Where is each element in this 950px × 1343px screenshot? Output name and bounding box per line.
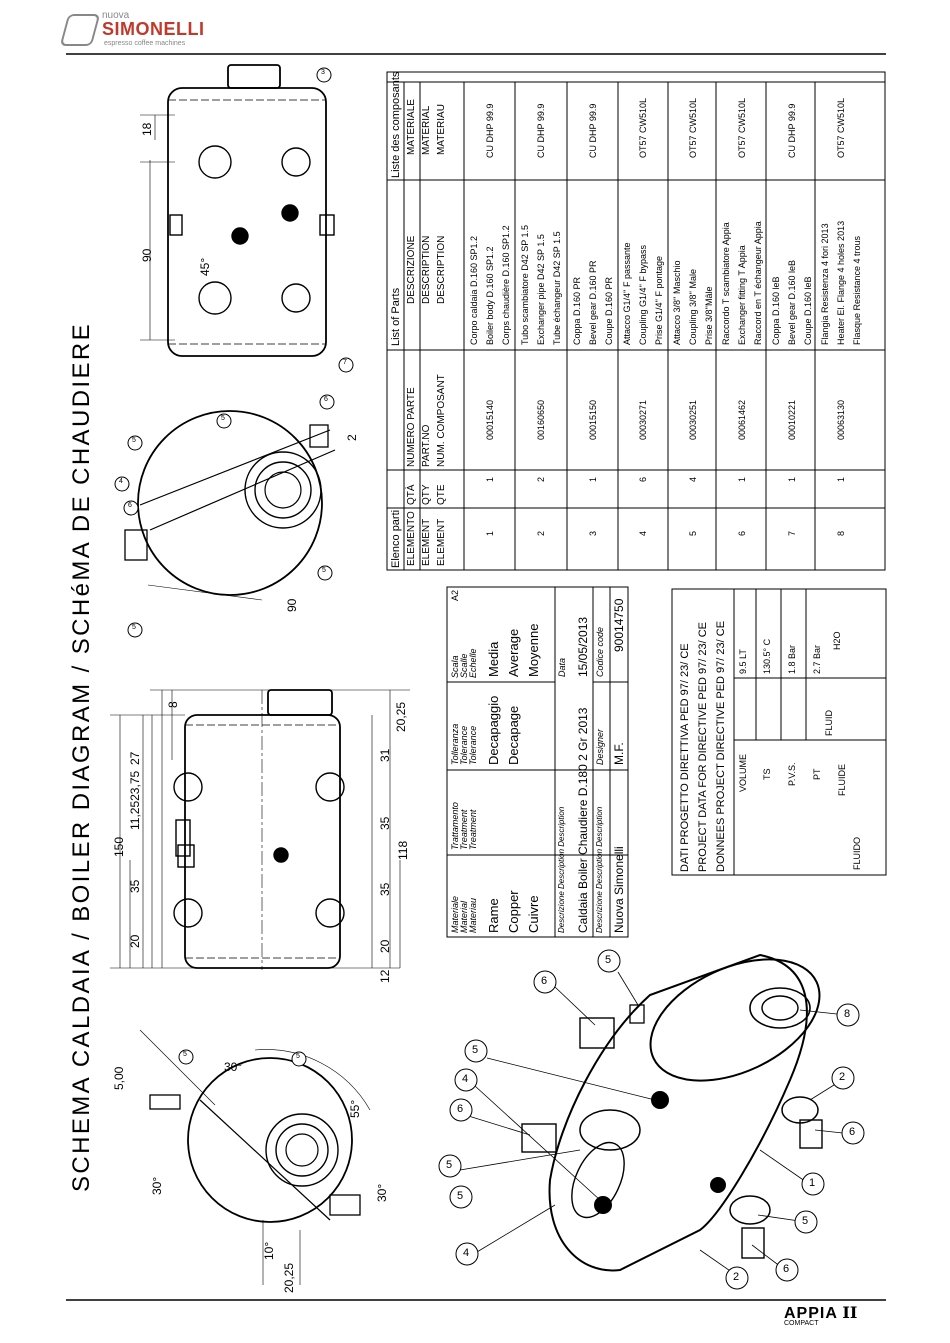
part-material: CU DHP 99.9 <box>588 103 598 158</box>
part-desc-it: Raccordo T scambiatore Appia <box>721 222 731 345</box>
designer-value: M.F. <box>612 742 626 765</box>
part-number: 00160650 <box>536 399 546 440</box>
part-desc-en: Exchanger pipe D42 SP 1.5 <box>536 234 546 345</box>
part-desc-fr: Coupe D.160 PR <box>604 276 614 345</box>
col-partno-it: NUMERO PARTE <box>406 387 417 467</box>
ped-fluid-fr: FLUIDE <box>837 763 847 796</box>
balloon-6: 6 <box>783 1263 790 1275</box>
col-element-en: ELEMENT <box>421 518 432 566</box>
col-element-it: ELEMENTO <box>406 511 417 566</box>
parts-heading-en: List of Parts <box>390 287 402 346</box>
part-element: 2 <box>536 530 546 536</box>
scale-value-en: Average <box>506 628 521 677</box>
part-number: 00015150 <box>588 399 598 440</box>
dim-2: 2 <box>345 434 359 441</box>
ped-fluid-en: FLUID <box>824 709 834 736</box>
part-number: 00063130 <box>836 399 846 440</box>
treatment-label-it: Trattamento <box>450 802 460 850</box>
dim-27: 27 <box>128 751 142 765</box>
col-desc-it: DESCRIZIONE <box>406 235 417 304</box>
col-qty-en: QTY <box>421 484 432 505</box>
balloon-6-small: 6 <box>324 396 328 403</box>
col-desc-fr: DESCRIPTION <box>436 235 447 304</box>
part-material: CU DHP 99.9 <box>536 103 546 158</box>
dim-35c: 35 <box>378 816 392 830</box>
part-element: 6 <box>737 530 747 536</box>
company-value: Nuova Simonelli <box>612 846 626 933</box>
ped-pvs-value: 1.8 Bar <box>787 644 797 674</box>
ped-fluid-value: H2O <box>832 631 842 650</box>
tolerance-value-en: Decapage <box>506 705 521 765</box>
part-qty: 4 <box>688 476 698 482</box>
dim-30a: 30° <box>224 1060 243 1074</box>
model-suffix: II <box>842 1303 858 1322</box>
balloon-6: 6 <box>849 1126 856 1138</box>
tolerance-value-it: Decapaggio <box>486 695 501 765</box>
balloon-5-small: 5 <box>296 1053 300 1060</box>
part-material: OT57 CW510L <box>688 97 698 158</box>
part-material: OT57 CW510L <box>737 97 747 158</box>
part-desc-it: Flangia Resistenza 4 fori 2013 <box>820 223 830 345</box>
dim-12: 12 <box>378 969 392 983</box>
part-desc-it: Attacco G1/4'' F passante <box>622 242 632 345</box>
logo-mark-icon <box>60 14 101 46</box>
scale-label-fr: Echelle <box>468 648 478 678</box>
part-qty: 1 <box>787 476 797 482</box>
code-label: Codice code <box>595 626 605 677</box>
balloon-5: 5 <box>457 1190 464 1202</box>
treatment-label-en: Treatment <box>459 809 469 850</box>
tolerance-label-en: Tolerance <box>459 725 469 765</box>
dim-150: 150 <box>112 836 126 857</box>
part-desc-fr: Raccord en T échangeur Appia <box>753 221 763 345</box>
balloon-7-small: 7 <box>343 359 347 366</box>
part-number: 00015140 <box>485 399 495 440</box>
material-value-fr: Cuivre <box>526 895 541 933</box>
col-material-en: MATERIAL <box>421 105 432 155</box>
balloon-5-small: 5 <box>132 624 136 631</box>
brand-logo <box>64 10 264 50</box>
part-element: 1 <box>485 530 495 536</box>
part-number: 00030251 <box>688 399 698 440</box>
dim-18: 18 <box>140 122 154 136</box>
dim-90a: 90 <box>140 248 154 262</box>
balloon-5: 5 <box>446 1159 453 1171</box>
dim-8: 8 <box>166 701 180 708</box>
dim-20-25: 20,25 <box>394 701 408 732</box>
balloon-5-small: 5 <box>132 437 136 444</box>
part-element: 7 <box>787 530 797 536</box>
tolerance-label-fr: Tolerance <box>468 725 478 765</box>
balloon-5-small: 5 <box>183 1051 187 1058</box>
balloon-2: 2 <box>733 1271 740 1283</box>
dim-45: 45° <box>198 257 212 276</box>
material-value-en: Copper <box>506 890 521 933</box>
material-label-en: Material <box>459 900 469 933</box>
col-material-fr: MATERIAU <box>436 104 447 155</box>
part-element: 4 <box>638 530 648 536</box>
part-desc-en: Coupling 3/8'' Male <box>688 269 698 345</box>
date-value: 15/05/2013 <box>576 616 590 677</box>
treatment-label-fr: Treatment <box>468 809 478 850</box>
part-desc-it: Coppa D.160 PR <box>572 276 582 345</box>
part-desc-it: Coppa D.160 leB <box>771 276 781 345</box>
scale-value-it: Media <box>486 641 501 677</box>
balloon-1: 1 <box>809 1177 816 1189</box>
balloon-2: 2 <box>839 1071 846 1083</box>
ped-line-fr: DONNEES PROJECT DIRECTIVE PED 97/ 23/ CE <box>715 620 727 872</box>
dim-35: 35 <box>128 879 142 893</box>
dim-10: 10° <box>262 1241 276 1260</box>
ped-pt-label: PT <box>812 768 822 780</box>
ped-pvs-label: P.V.S. <box>787 762 797 786</box>
ped-line-en: PROJECT DATA FOR DIRECTIVE PED 97/ 23/ CE <box>697 621 709 872</box>
part-desc-en: Boiler body D.160 SP1.2 <box>485 246 495 345</box>
ped-line-it: DATI PROGETTO DIRETTIVA PED 97/ 23/ CE <box>679 643 691 872</box>
part-element: 5 <box>688 530 698 536</box>
part-desc-it: Attacco 3/8'' Maschio <box>672 260 682 345</box>
col-desc-en: DESCRIPTION <box>421 235 432 304</box>
part-desc-fr: Tube échangeur D42 SP 1.5 <box>552 231 562 345</box>
parts-heading-fr: Liste des composants <box>390 71 402 178</box>
tolerance-label-it: Tolleranza <box>450 723 460 765</box>
col-qty-fr: QTE <box>436 484 447 505</box>
part-desc-en: Coupling G1/4'' F bypass <box>638 245 648 345</box>
part-qty: 1 <box>485 476 495 482</box>
dim-20b: 20 <box>378 939 392 953</box>
part-qty: 6 <box>638 476 648 482</box>
part-material: OT57 CW510L <box>638 97 648 158</box>
part-desc-fr: Coupe D.160 leB <box>803 276 813 345</box>
dim-20: 20 <box>128 934 142 948</box>
balloon-6-small: 6 <box>128 502 132 509</box>
dim-20-25b: 20,25 <box>282 1262 296 1293</box>
part-desc-fr: Corps chaudière D.160 SP1.2 <box>501 225 511 345</box>
ped-ts-value: 130.5° C <box>762 638 772 674</box>
brand-sub: espresso coffee machines <box>104 40 186 47</box>
designer-label: Designer <box>595 728 605 765</box>
ped-volume-label: VOLUME <box>738 753 748 792</box>
desc-value: Caldaia Boiler Chaudiere D.180 2 Gr 2013 <box>576 707 590 933</box>
part-material: OT57 CW510L <box>836 97 846 158</box>
part-number: 00030271 <box>638 399 648 440</box>
part-element: 8 <box>836 530 846 536</box>
scale-label-en: Scalle <box>459 653 469 678</box>
part-desc-fr: Flasque Resistance 4 trous <box>852 235 862 345</box>
ped-ts-label: TS <box>762 768 772 780</box>
part-qty: 1 <box>836 476 846 482</box>
part-desc-fr: Prise 3/8''Mâle <box>704 286 714 345</box>
model-variant: COMPACT <box>784 1320 819 1327</box>
dim-11-2523-75: 11,2523,75 <box>128 770 142 830</box>
balloon-4-small: 4 <box>119 478 123 485</box>
part-desc-en: Bevel gear D.160 PR <box>588 260 598 345</box>
balloon-3-small: 3 <box>321 69 325 76</box>
balloon-5: 5 <box>605 954 612 966</box>
material-label-it: Materiale <box>450 895 460 933</box>
parts-heading-it: Elenco parti <box>390 509 402 568</box>
scale-label-it: Scala <box>450 655 460 678</box>
part-number: 00061462 <box>737 399 747 440</box>
balloon-4: 4 <box>462 1073 469 1085</box>
dim-55: 55° <box>348 1099 362 1118</box>
page-title: SCHEMA CALDAIA / BOILER DIAGRAM / SCHéMA DE CHAUDIERE <box>68 321 95 1192</box>
part-desc-fr: Prise G1/4'' F pontage <box>654 256 664 345</box>
dim-35b: 35 <box>378 882 392 896</box>
ped-pt-value: 2.7 Bar <box>812 644 822 674</box>
part-qty: 1 <box>588 476 598 482</box>
balloon-5-small: 5 <box>221 415 225 422</box>
footer-logo <box>784 1303 857 1327</box>
scale-value-fr: Moyenne <box>526 623 541 677</box>
dim-30b: 30° <box>150 1176 164 1195</box>
balloon-5: 5 <box>472 1044 479 1056</box>
dim-118: 118 <box>396 840 410 860</box>
part-qty: 1 <box>737 476 747 482</box>
part-number: 00010221 <box>787 399 797 440</box>
part-desc-it: Tubo scambiatore D42 SP 1.5 <box>520 224 530 345</box>
col-element-fr: ELEMENT <box>436 518 447 566</box>
model-name: APPIA <box>784 1305 838 1322</box>
code-value: 90014750 <box>612 598 626 652</box>
balloon-5: 5 <box>802 1215 809 1227</box>
part-desc-en: Heater El. Flange 4 holes 2013 <box>836 220 846 345</box>
desc-label: Descrizione Description Description <box>557 806 566 933</box>
part-element: 3 <box>588 530 598 536</box>
ped-fluid-it: FLUIDO <box>852 836 862 870</box>
ped-volume-value: 9.5 LT <box>738 649 748 674</box>
balloon-8: 8 <box>844 1008 851 1020</box>
dim-5-00: 5,00 <box>112 1066 126 1090</box>
col-material-it: MATERIALE <box>406 99 417 155</box>
balloon-6: 6 <box>541 975 548 987</box>
dim-31: 31 <box>378 748 392 762</box>
sheet-size: A2 <box>450 589 460 601</box>
date-label: Data <box>557 657 567 677</box>
part-qty: 2 <box>536 476 546 482</box>
balloon-5-small: 5 <box>322 567 326 574</box>
col-partno-fr: NUM. COMPOSANT <box>436 374 447 467</box>
dim-30c: 30° <box>375 1183 389 1202</box>
brand-name: SIMONELLI <box>102 19 205 39</box>
balloon-4: 4 <box>463 1247 470 1259</box>
material-label-fr: Materiau <box>468 897 478 933</box>
dim-90b: 90 <box>285 598 299 612</box>
part-material: CU DHP 99.9 <box>485 103 495 158</box>
material-value-it: Rame <box>486 898 501 933</box>
balloon-6: 6 <box>457 1103 464 1115</box>
part-desc-en: Exchanger fitting T Appia <box>737 245 747 345</box>
part-material: CU DHP 99.9 <box>787 103 797 158</box>
part-desc-en: Bevel gear D.160 leB <box>787 259 797 345</box>
col-partno-en: PART.NO <box>421 424 432 467</box>
col-qty-it: QTÀ <box>406 484 417 505</box>
desc-label-2: Descrizione Description Description <box>595 806 604 933</box>
part-desc-it: Corpo caldaia D.160 SP1.2 <box>469 235 479 345</box>
brand-top: nuova <box>102 10 130 21</box>
